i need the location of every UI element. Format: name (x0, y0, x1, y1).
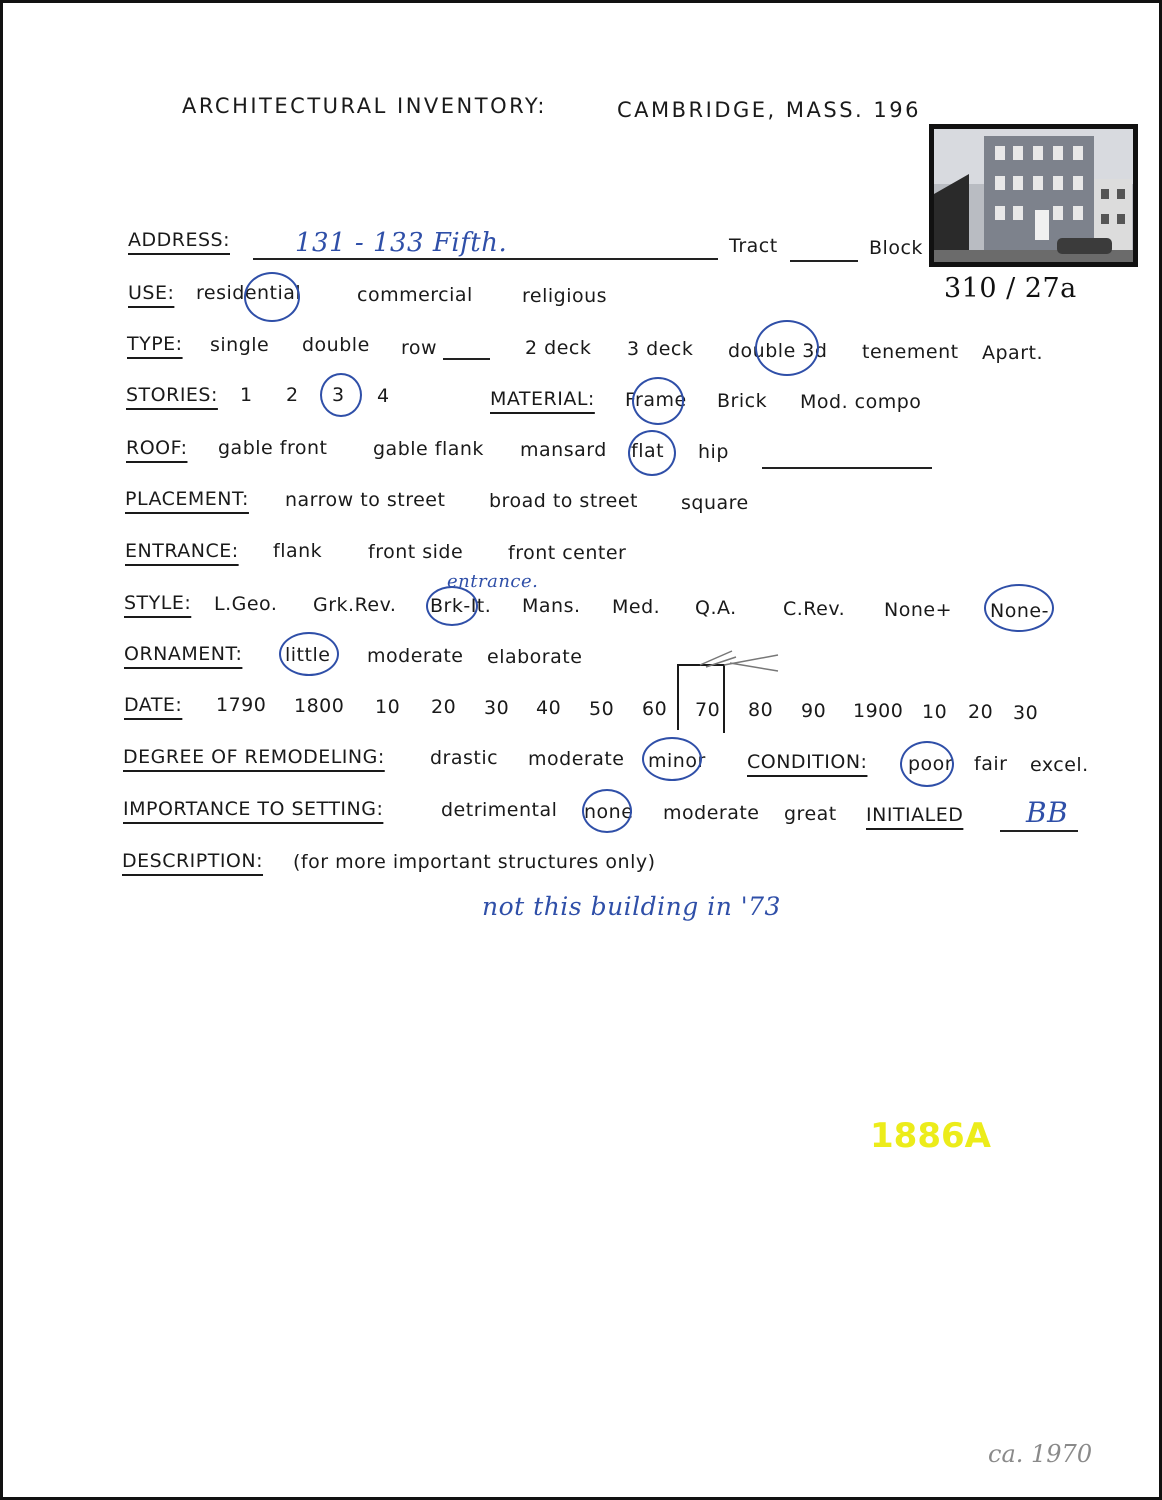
type-option-tenement: tenement (862, 341, 959, 363)
stories-option-2: 2 (286, 384, 299, 406)
type-option-3deck: 3 deck (627, 338, 694, 360)
address-label: ADDRESS: (128, 229, 230, 251)
stories-option-3: 3 (332, 384, 345, 406)
description-label: DESCRIPTION: (122, 850, 264, 872)
style-option-mans: Mans. (522, 595, 581, 617)
use-option-religious: religious (522, 285, 608, 307)
roof-other-line (762, 467, 932, 469)
entrance-option-front-side: front side (368, 541, 464, 563)
material-option-brick: Brick (717, 390, 768, 412)
type-option-double: double (302, 334, 370, 356)
date-option-1900: 1900 (853, 700, 904, 722)
address-value: 131 - 133 Fifth. (295, 228, 508, 258)
initialed-label: INITIALED (866, 804, 964, 826)
ornament-selection-circle (279, 632, 339, 676)
remodeling-label: DEGREE OF REMODELING: (123, 746, 385, 768)
style-option-crev: C.Rev. (783, 598, 846, 620)
date-option-30: 30 (484, 697, 510, 719)
type-option-single: single (210, 334, 270, 356)
use-label: USE: (128, 282, 175, 304)
building-photo-image (929, 124, 1138, 267)
date-option-50: 50 (589, 698, 615, 720)
stories-option-4: 4 (377, 385, 390, 407)
initialed-value: BB (1026, 796, 1069, 829)
stories-option-1: 1 (240, 384, 253, 406)
tract-line (790, 260, 858, 262)
style-option-none-plus: None+ (884, 599, 952, 621)
remodeling-selection-circle (642, 737, 702, 781)
condition-selection-circle (900, 741, 954, 787)
importance-option-none: none (584, 801, 634, 823)
date-option-70: 70 (695, 699, 721, 721)
placement-option-narrow: narrow to street (285, 489, 446, 511)
type-label: TYPE: (127, 333, 183, 355)
tract-label: Tract (729, 235, 778, 257)
pencil-date-note: ca. 1970 (988, 1440, 1093, 1468)
form-title-left: ARCHITECTURAL INVENTORY: (182, 94, 547, 118)
ornament-option-little: little (285, 644, 331, 666)
type-option-double-3d: double 3d (728, 340, 828, 362)
date-option-40: 40 (536, 697, 562, 719)
type-selection-circle (755, 320, 819, 376)
date-label: DATE: (124, 694, 183, 716)
remodeling-option-moderate: moderate (528, 748, 625, 770)
style-label: STYLE: (124, 592, 192, 614)
block-value: 310 / 27a (944, 273, 1077, 304)
date-option-1930: 30 (1013, 702, 1039, 724)
yellow-catalog-number: 1886A (870, 1116, 991, 1156)
roof-option-gable-front: gable front (218, 437, 328, 459)
ornament-option-elaborate: elaborate (487, 646, 583, 668)
type-option-row: row (401, 337, 438, 359)
date-option-1790: 1790 (216, 694, 267, 716)
remodeling-option-minor: minor (648, 750, 706, 772)
stories-label: STORIES: (126, 384, 218, 406)
use-selection-circle (244, 272, 300, 322)
entrance-option-front-center: front center (508, 542, 627, 564)
style-option-med: Med. (612, 596, 661, 618)
stories-selection-circle (320, 373, 362, 417)
importance-option-moderate: moderate (663, 802, 760, 824)
building-photo (929, 124, 1138, 267)
material-option-mod-compo: Mod. compo (800, 391, 922, 413)
style-handwritten-note: entrance. (447, 571, 539, 592)
description-hint: (for more important structures only) (293, 851, 656, 873)
use-option-commercial: commercial (357, 284, 473, 306)
condition-option-poor: poor (908, 753, 954, 775)
entrance-option-flank: flank (273, 540, 323, 562)
condition-option-fair: fair (974, 753, 1008, 775)
style-selection-circle-brkit (426, 586, 478, 626)
importance-label: IMPORTANCE TO SETTING: (123, 798, 384, 820)
style-option-lgeo: L.Geo. (214, 593, 278, 615)
importance-option-detrimental: detrimental (441, 799, 558, 821)
remodeling-option-drastic: drastic (430, 747, 499, 769)
style-option-grkrev: Grk.Rev. (313, 594, 397, 616)
date-option-1800: 1800 (294, 695, 345, 717)
placement-option-broad: broad to street (489, 490, 639, 512)
style-selection-circle-none (984, 584, 1054, 632)
roof-option-flat: flat (631, 440, 665, 462)
style-option-brkit: Brk-It. (430, 595, 492, 617)
style-option-qa: Q.A. (695, 597, 737, 619)
entrance-label: ENTRANCE: (125, 540, 239, 562)
type-option-apart: Apart. (982, 342, 1044, 364)
material-option-frame: Frame (625, 389, 687, 411)
roof-selection-circle (628, 430, 676, 476)
roof-option-gable-flank: gable flank (373, 438, 484, 460)
material-label: MATERIAL: (490, 388, 595, 410)
ornament-option-moderate: moderate (367, 645, 464, 667)
description-note: not this building in '73 (482, 892, 781, 921)
ornament-label: ORNAMENT: (124, 643, 243, 665)
roof-option-mansard: mansard (520, 439, 607, 461)
type-row-line (443, 358, 490, 360)
roof-label: ROOF: (126, 437, 188, 459)
date-bracket-mark (660, 645, 790, 735)
block-label: Block (869, 237, 923, 259)
condition-option-excel: excel. (1030, 754, 1089, 776)
placement-option-square: square (681, 492, 749, 514)
roof-option-hip: hip (698, 441, 729, 463)
date-option-90: 90 (801, 700, 827, 722)
date-option-80: 80 (748, 699, 774, 721)
date-option-10: 10 (375, 696, 401, 718)
address-line (253, 258, 718, 260)
date-option-60: 60 (642, 698, 668, 720)
initialed-line (1000, 830, 1078, 832)
condition-label: CONDITION: (747, 751, 868, 773)
date-option-1920: 20 (968, 701, 994, 723)
importance-option-great: great (784, 803, 837, 825)
importance-selection-circle (582, 789, 632, 833)
placement-label: PLACEMENT: (125, 488, 249, 510)
use-option-residential: residential (196, 282, 302, 304)
material-selection-circle (632, 377, 684, 425)
style-option-none-minus: None- (990, 600, 1049, 622)
form-title-right: CAMBRIDGE, MASS. 196 (617, 98, 921, 122)
type-option-2deck: 2 deck (525, 337, 592, 359)
date-option-1910: 10 (922, 701, 948, 723)
date-option-20: 20 (431, 696, 457, 718)
